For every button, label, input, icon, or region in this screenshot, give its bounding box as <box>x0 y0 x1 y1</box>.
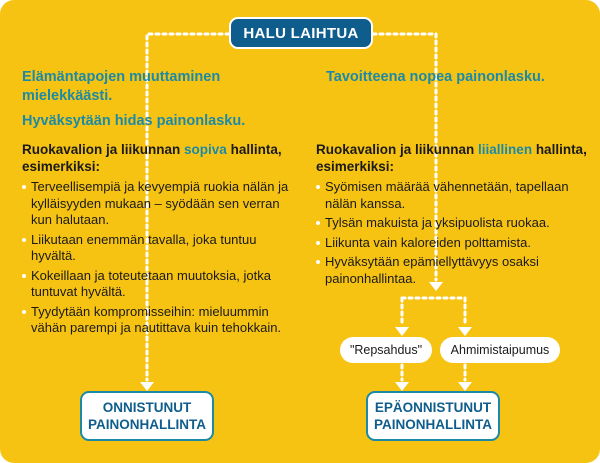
arrow-to-right-result-a <box>395 382 409 391</box>
arrow-to-pill-left <box>395 327 409 336</box>
left-bullet-item: Kokeillaan ja toteutetaan muutoksia, jotka tuntuvat hyvältä. <box>22 268 297 301</box>
right-bullet-list <box>316 179 578 290</box>
right-goal <box>326 68 545 87</box>
left-result-box <box>80 391 214 441</box>
start-box-label: HALU LAIHTUA <box>243 24 359 42</box>
left-bullet-list <box>22 179 297 340</box>
left-bullet-item: Terveellisempiä ja kevyempiä ruokia nälän ja kylläisyyden mukaan – syödään sen verran kun halutaan. <box>22 179 297 229</box>
left-goal-line3: Hyväksytään hidas painonlasku. <box>22 113 246 129</box>
right-bullet-item: Tylsän makuista ja yksipuolista ruokaa. <box>316 215 578 232</box>
arrow-to-right-result-b <box>458 382 472 391</box>
binge-tendency-pill-label: Ahmimistaipumus <box>450 343 550 357</box>
right-result-line1: EPÄONNISTUNUT <box>374 400 492 415</box>
relapse-pill-label: "Repsahdus" <box>349 343 423 357</box>
right-heading-line2: esimerkiksi: <box>316 159 395 174</box>
left-result-line2: PAINONHALLINTA <box>88 417 206 432</box>
start-box <box>229 17 373 49</box>
left-heading-key: sopiva <box>184 142 227 157</box>
left-heading-line2: esimerkiksi: <box>22 159 101 174</box>
left-goal-line1: Elämäntapojen muuttaminen <box>22 69 221 85</box>
right-heading-pre: Ruokavalion ja liikunnan <box>316 142 479 157</box>
left-goal <box>22 68 245 131</box>
left-result-line1: ONNISTUNUT <box>102 400 192 415</box>
right-bullet-item: Liikunta vain kaloreiden polttamista. <box>316 235 578 252</box>
right-goal-line1: Tavoitteena nopea painonlasku. <box>326 69 545 85</box>
left-heading-pre: Ruokavalion ja liikunnan <box>22 142 185 157</box>
right-bullet-item: Hyväksytään epämiellyttävyys osaksi painonhallintaa. <box>316 254 578 287</box>
left-heading-post: hallinta, <box>226 142 282 157</box>
right-bullet-item: Syömisen määrää vähennetään, tapellaan nälän kanssa. <box>316 179 578 212</box>
right-heading-post: hallinta, <box>532 142 587 157</box>
left-bullet-item: Tyydytään kompromisseihin: mieluummin vähän parempi ja nautittava kuin tehokkain. <box>22 304 297 337</box>
left-heading <box>22 141 282 175</box>
right-result-line2: PAINONHALLINTA <box>374 417 492 432</box>
binge-tendency-pill <box>440 337 560 363</box>
arrow-to-pill-right <box>458 327 472 336</box>
relapse-pill <box>340 337 432 363</box>
right-heading-key: liiallinen <box>478 142 533 157</box>
right-result-box <box>366 391 500 441</box>
right-heading <box>316 141 587 175</box>
left-bullet-item: Liikutaan enemmän tavalla, joka tuntuu hyvältä. <box>22 232 297 265</box>
left-goal-line2: mielekkäästi. <box>22 88 113 104</box>
arrow-to-left-result <box>140 382 154 391</box>
